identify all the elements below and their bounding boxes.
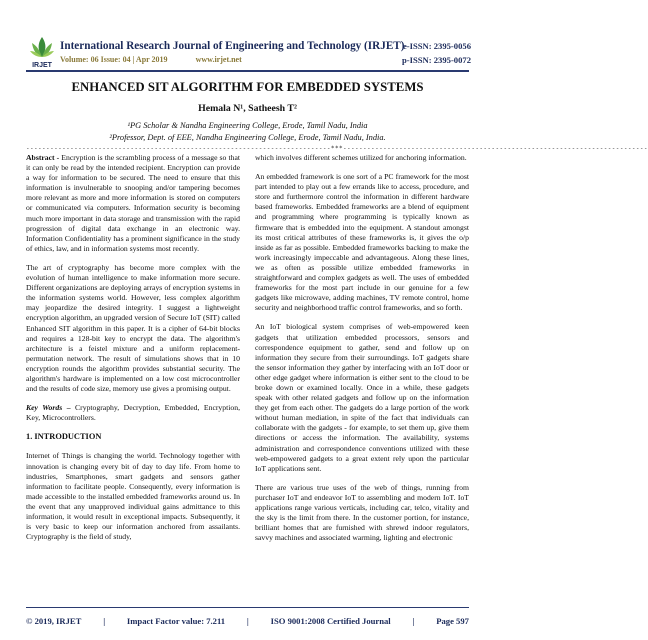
- introduction-paragraph: Internet of Things is changing the world. Technology together with innovation is changing every bit of day to day life. From home to industries, Smartphones, smart gadgets and sensors gather information to facilitate people. Consequently, every information is made accessible to the installed embedded frameworks around us. In the event that any unapproved individual gains admittance to this information, it would result in exceptional impacts. Subsequently, it is very basic to keep our information anchored from assailants. Cryptography is the field of study,: [26, 451, 240, 542]
- journal-meta: [60, 55, 268, 64]
- abstract-paragraph-2: The art of cryptography has become more complex with the evolution of human intelligence to make information more secure. Different organizations are deploying arrays of encryption systems in the information systems world. However, less complex algorithm may jeopardize the desired integrity. I suggest a lightweight encryption algorithm, an upgraded version of Secure IoT (SIT) called Enhanced SIT algorithm in this paper. It is a cipher of 64-bit blocks and requires a 128-bit key to encrypt the data. The algorithm's architecture is a feistel mixture and a uniform replacement-permutation network. The result of simulations shows that in 10 encryption rounds the algorithm provides substantial security. The algorithm's hardware is implemented on a low cost microcontroller and the results of code size, memory use gives a promising output.: [26, 262, 240, 394]
- right-paragraph-2: An embedded framework is one sort of a PC framework for the most part intended to play out a few errands like to access, procedure, and store and furthermore control the information in different hardware based frameworks. Embedded frameworks are a blend of equipment and programming where programming is typically known as firmware that is embedded into the equipment. A standout amongst its most critical attributes of these frameworks is, it gives the o/p inside as far as possible. Embedded frameworks backing to make the work increasingly impeccable and advantageous. Along these lines, we as often as possible utilize embedded frameworks in straightforward and complex gadgets as well. The uses of embedded frameworks for the most part include in our genuine for a few gadgets like microwave, adding machines, TV remote control, home security and neighborhood traffic control frameworks, and so forth.: [255, 172, 469, 313]
- right-paragraph-4: There are various true uses of the web of things, running from purchaser IoT and endeavor IoT to assembling and modern IoT. IoT applications range various verticals, including car, telco, vitality and the sky is the limit from there. In the customer portion, for instance, brilliant homes that are furnished with shrewd indoor regulators, savvy machines and associated warming, lighting and electronic: [255, 482, 469, 543]
- footer-iso: ISO 9001:2008 Certified Journal: [270, 616, 391, 626]
- right-column: [255, 153, 469, 552]
- left-column: [26, 153, 240, 551]
- keywords-label: Key Words –: [26, 403, 76, 413]
- journal-header: [0, 0, 495, 74]
- header-divider: [26, 70, 469, 72]
- e-issn: e-ISSN: 2395-0056: [402, 41, 471, 51]
- affiliation-2: ²Professor, Dept. of EEE, Nandha Engineering College, Erode, Tamil Nadu, India.: [109, 133, 386, 142]
- footer-copyright: © 2019, IRJET: [26, 616, 82, 626]
- footer-divider: [26, 607, 469, 608]
- footer-impact-factor: Impact Factor value: 7.211: [126, 616, 226, 626]
- paper-title: ENHANCED SIT ALGORITHM FOR EMBEDDED SYSTEMS: [71, 80, 424, 94]
- abstract-label: Abstract -: [26, 153, 60, 162]
- section-heading-introduction: 1. INTRODUCTION: [26, 432, 102, 442]
- footer-pipe: |: [246, 616, 249, 626]
- affiliation-1: ¹PG Scholar & Nandha Engineering College, Erode, Tamil Nadu, India: [127, 121, 368, 130]
- page-footer: [26, 616, 469, 626]
- right-paragraph-3: An IoT biological system comprises of web-empowered keen gadgets that utilization embedded processors, sensors and correspondence equipment to gather, send and follow up on information they secure from their surroundings. IoT gadgets share the sensor information they gather by interfacing with an IoT door or other edge gadget where information is either sent to the cloud to be broke down or examined locally. Once in a while, these gadgets speak with other related gadgets and follow up on the information they get from each other. The gadgets do a large portion of the work without human mediation, in spite of the fact that individuals can collaborate with the gadgets - for example, to set them up, give them directions or access the information. The availability, systems administration and correspondence conventions utilized with these web-empowered gadgets to a great extent rely upon the particular IoT applications sent.: [255, 322, 469, 473]
- keywords: [26, 403, 240, 423]
- abstract-text: Encryption is the scrambling process of a message so that it can only be read by the intended recipient. Encryption can provide a way for information to be secured. The need to ensure that this information is invulnerable to snooping and/or tampering becomes more relevant as more and more information is stored on computers or communicated via computers. Information security is becoming much more important in data storage and transmission with the rapid progression of digital data exchange in an electronic way. Information Confidentiality has a prominent significance in the study of ethics, law, and in information systems most recently.: [26, 153, 240, 253]
- journal-title: International Research Journal of Engineering and Technology (IRJET): [60, 40, 405, 52]
- journal-website-link[interactable]: www.irjet.net: [195, 55, 242, 64]
- volume-issue: Volume: 06 Issue: 04 | Apr 2019: [60, 55, 168, 64]
- paper-authors: Hemala N¹, Satheesh T²: [198, 103, 297, 114]
- abstract: [26, 153, 240, 254]
- logo-text: IRJET: [32, 62, 52, 69]
- footer-pipe: |: [103, 616, 106, 626]
- p-issn: p-ISSN: 2395-0072: [402, 55, 471, 65]
- keywords-text: Cryptography, Decryption, Embedded, Encryption, Key, Microcontrollers.: [26, 403, 240, 423]
- footer-page-number: Page 597: [436, 616, 469, 626]
- right-paragraph-1: which involves different schemes utilized for anchoring information.: [255, 153, 467, 162]
- footer-pipe: |: [412, 616, 415, 626]
- section-separator: ----------------------------------------------------------------------------***----------------------------------------------------------------------------: [26, 145, 648, 152]
- irjet-logo-icon: [28, 33, 56, 69]
